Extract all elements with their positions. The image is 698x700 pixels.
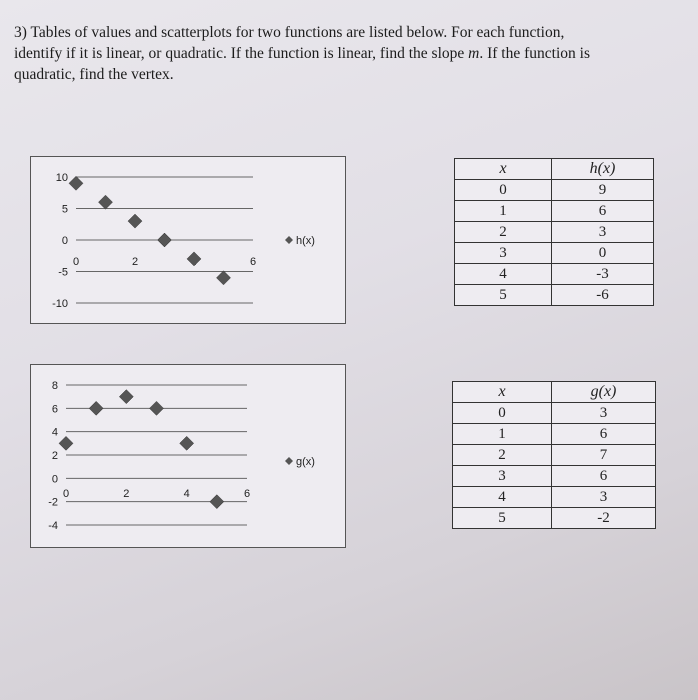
g-x-cell: 1 bbox=[453, 424, 552, 445]
g-x-cell: 0 bbox=[453, 403, 552, 424]
table-row bbox=[453, 403, 656, 424]
y-tick-label: -2 bbox=[48, 496, 58, 509]
g-x-cell: 2 bbox=[453, 445, 552, 466]
h-x-cell: 5 bbox=[455, 285, 552, 306]
x-tick-label: 2 bbox=[131, 256, 139, 268]
data-point bbox=[128, 214, 142, 228]
data-point bbox=[69, 176, 83, 190]
y-tick-label: 6 bbox=[51, 403, 58, 416]
y-tick-label: 0 bbox=[51, 473, 58, 486]
g-x-cell: 3 bbox=[453, 466, 552, 487]
data-point bbox=[59, 436, 73, 450]
y-tick-label: 8 bbox=[51, 380, 58, 392]
legend-marker-icon bbox=[285, 457, 293, 465]
g-fx-cell: 3 bbox=[552, 403, 656, 424]
table-row bbox=[455, 243, 654, 264]
y-tick-label: 4 bbox=[51, 426, 58, 439]
y-tick-label: -10 bbox=[52, 298, 68, 310]
g-scatterplot bbox=[30, 364, 346, 548]
g-x-cell: 5 bbox=[453, 508, 552, 529]
y-tick-label: 0 bbox=[61, 235, 68, 247]
table-row bbox=[455, 222, 654, 243]
g-scatter-svg bbox=[31, 365, 345, 547]
table-header-row bbox=[455, 159, 654, 180]
problem-line-3: quadratic, find the vertex. bbox=[14, 66, 174, 83]
h-header-fx: h(x) bbox=[552, 159, 654, 180]
x-tick-label: 0 bbox=[72, 256, 80, 268]
g-fx-cell: 3 bbox=[552, 487, 656, 508]
table-header-row bbox=[453, 382, 656, 403]
g-fx-cell: 7 bbox=[552, 445, 656, 466]
x-tick-label: 4 bbox=[183, 488, 190, 500]
g-fx-cell: 6 bbox=[552, 466, 656, 487]
h-x-cell: 4 bbox=[455, 264, 552, 285]
y-tick-label: -4 bbox=[48, 520, 58, 532]
table-row bbox=[455, 180, 654, 201]
h-x-cell: 3 bbox=[455, 243, 552, 264]
problem-line-1 bbox=[14, 22, 664, 43]
h-fx-cell: -6 bbox=[552, 285, 654, 306]
table-row bbox=[453, 445, 656, 466]
data-point bbox=[99, 195, 113, 209]
table-row bbox=[455, 285, 654, 306]
table-row bbox=[455, 201, 654, 222]
legend-label: g(x) bbox=[296, 456, 315, 468]
problem-line-1-text: Tables of values and scatterplots for two functions are listed below. For each function, bbox=[30, 24, 565, 41]
h-fx-cell: 0 bbox=[552, 243, 654, 264]
g-fx-cell: 6 bbox=[552, 424, 656, 445]
x-tick-label: 6 bbox=[243, 488, 251, 500]
h-fx-cell: -3 bbox=[552, 264, 654, 285]
h-fx-cell: 9 bbox=[552, 180, 654, 201]
h-header-x: x bbox=[455, 159, 552, 180]
data-point bbox=[217, 271, 231, 285]
table-row bbox=[453, 487, 656, 508]
legend-label: h(x) bbox=[296, 235, 315, 247]
problem-number: 3) bbox=[14, 24, 27, 41]
problem-line-2 bbox=[14, 43, 664, 64]
h-fx-cell: 3 bbox=[552, 222, 654, 243]
data-point bbox=[158, 233, 172, 247]
g-value-table bbox=[452, 381, 656, 529]
y-tick-label: 5 bbox=[61, 203, 68, 216]
y-tick-label: 2 bbox=[51, 450, 58, 462]
data-point bbox=[119, 390, 133, 404]
data-point bbox=[180, 436, 194, 450]
slope-variable: m bbox=[468, 45, 480, 62]
data-point bbox=[150, 401, 164, 415]
problem-line-2-text: identify if it is linear, or quadratic. If the function is linear, find the slope bbox=[14, 45, 469, 62]
x-tick-label: 0 bbox=[62, 488, 70, 500]
x-tick-label: 2 bbox=[123, 488, 130, 500]
h-x-cell: 2 bbox=[455, 222, 552, 243]
data-point bbox=[89, 401, 103, 415]
y-tick-label: -5 bbox=[58, 266, 68, 279]
g-header-fx: g(x) bbox=[552, 382, 656, 403]
y-tick-label: 10 bbox=[55, 172, 68, 184]
h-scatterplot bbox=[30, 156, 346, 324]
table-row bbox=[453, 508, 656, 529]
h-x-cell: 1 bbox=[455, 201, 552, 222]
g-fx-cell: -2 bbox=[552, 508, 656, 529]
problem-text bbox=[14, 22, 664, 85]
g-x-cell: 4 bbox=[453, 487, 552, 508]
h-scatter-svg bbox=[31, 157, 345, 323]
x-tick-label: 6 bbox=[249, 256, 257, 268]
problem-line-2-end: . If the function is bbox=[479, 45, 590, 62]
g-header-x: x bbox=[453, 382, 552, 403]
table-row bbox=[453, 424, 656, 445]
h-fx-cell: 6 bbox=[552, 201, 654, 222]
h-x-cell: 0 bbox=[455, 180, 552, 201]
data-point bbox=[187, 252, 201, 266]
h-value-table bbox=[454, 158, 654, 306]
table-row bbox=[453, 466, 656, 487]
data-point bbox=[210, 495, 224, 509]
table-row bbox=[455, 264, 654, 285]
legend-marker-icon bbox=[285, 236, 293, 244]
